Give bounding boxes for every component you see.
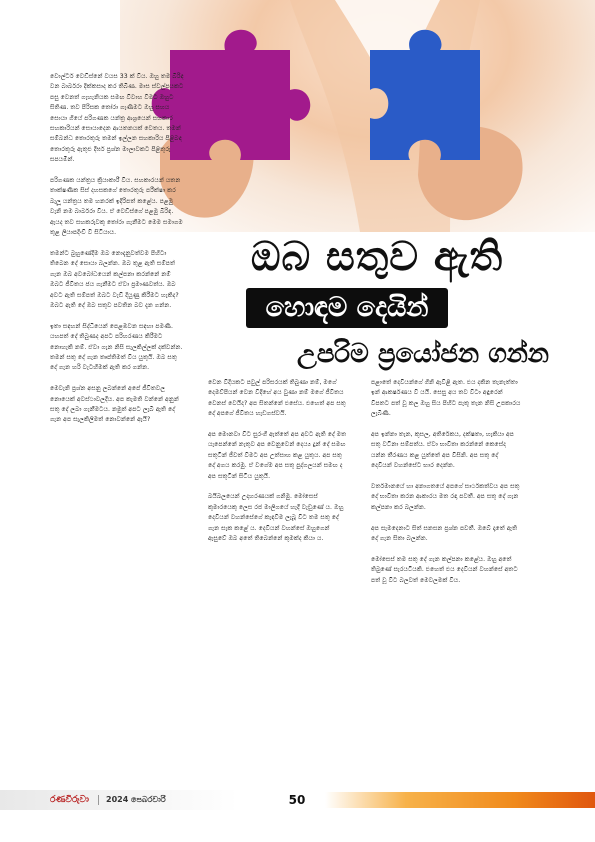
article-column-3: පළාතේ දෙවියන්ගේ ගිනි ඇවිළී ඇත. එය දකින තැනැත්තා ඉන් ආකර්ෂණය වී යයි. සෙසු අය තව විටා අඳුරෙන් විපතට පත් වූ කල ඔහු සිය පිහිට පැතූ තැන නිසි උපකාරය ලැබිණි. අප ඉන්නා තැන, කුසල, අතිරේකය, දක්ෂතා, හැකියා අප සතු වටිනා සම්පත්ය. ඒවා භාවිතා කරන්නේ කෙසේද යන්න තීරණය කළ යුත්තේ අප විසිනි. අප සතු දේ දෙවියන් වහන්සේට භාර දෙන්න. වර්තමානයේ හා අනාගතයේ අපගේ සාර්ථකත්වය අප සතු දේ භාවිතා කරන ආකාරය මත රඳා පවතී. අප සතු දේ ගැන කල්පනා කර බලන්න. අප සැමදෙනාට සිත් සනසන ප්‍රශ්න පවතී. ඔබේ දෑතේ ඇති දේ ගැන සිතා බලන්න. මෝසෙස් තම සතු දේ ගැන කල්පනා කළේය. ඔහු අතේ තිබුණේ සැරයටියකි. එහෙත් එය දෙවියන් වහන්සේ අතට පත් වූ විට බලවත් මෙවලමක් විය. — [371, 379, 521, 584]
headline-line-1: ඔබ සතුව ඇති — [250, 233, 504, 280]
headline-line-2: හොඳම දෙයින් — [265, 292, 429, 323]
headline-line-2-banner — [246, 288, 448, 328]
puzzle-hands-illustration — [120, 0, 595, 232]
hero-photo — [120, 0, 595, 232]
issue-date: 2024 පෙබරවාරි — [106, 795, 166, 804]
footer-orange-stripe — [325, 792, 595, 808]
footer-divider — [98, 795, 99, 805]
magazine-name: රණවිරුවා — [50, 795, 89, 805]
page-number: 50 — [288, 793, 306, 807]
headline-line-3: උපරිම ප්‍රයෝජන ගන්න — [296, 339, 550, 369]
article-column-1: වොල්ටර් වෙඩිස්නේ වයස 33 ක් විය. ඔහු තම බිරිඳ වන බාර්බරා දික්කසාද කර තිබිණ. මාස ස්වල්පයකට පසු වෙනත් ගැහැනියක සමඟ විවාහ වීමට ඔහුට සිතිණ. තව පිරිසක තෝරා ගැණීමට ඔහු සහය සොයා ගියේ පරිගණක යන්ත්‍ර ආශ්‍රයෙන් සහකාර සහකාරියන් සොයාදෙන ආයතනයක් වෙතය. තමන් සම්බන්ධ තොරතුරු තමන් ඉල්ලන සහකාරිය පිළිබඳ තොරතුරු ඇතුළු දීර්ඝ ප්‍රශ්න මාලාවකට පිළිතුරු සපයමින්. පරිගණක යන්ත්‍රය ක්‍රියාකාරී විය. සහකාරයන් යතන තාක්ෂණික සිස් දහසකගේ තොරතුරු පරීක්ෂා කර බැලූ යන්ත්‍රය තම හනරක් ඉදිරිපත් කළේය. පළමු වැනි නම බාර්බරා විය. ඒ වෙඩිස්ගේ පළමු බිරිඳ. ඇයද තව සහකරුවකු තෝරා ගැනීමට මෙම සමාගම තුළ ලියාපදිංචි වී සිටියාය. තමන්ට බුහුණේදීම ඔබ නොදැනුවත්වම පිහිටා තිබෙන දේ සොයා බලන්න. ඔබ තුළ ඇති සම්පත් ගැන ඔබ අවබෝධයෙන් කල්පනා කරන්නේ නම් ඔබට ජීවිතය ජය ගැනීමට ඒවා ප්‍රමාණවත්ය. ඔබ අවට ඇති සම්පත් ඔබට වැඩි දියුණු කිරීමට හැකිද? ඔබට ඇති දේ ඔබ සතුව පවතින බව දැන ගන්න. ඉතා සඳහන් සිද්ධියෙන් පෙළඹවන සඳහා පමණි. යහපත් දේ තිබුණද අපට පරිහරණය කිරීමට නොහැකි නම්. ඒවා ගැන නිසි සැලකිල්ලක් දක්වන්න. තමන් සතු දේ ගැන තෘප්තිමත් විය යුතුයි. ඔබ සතු දේ ගැන හරි වැටහීමක් ඇති කර ගන්න. මෙවැනි ප්‍රශ්න අසනු ලබන්නේ අපේ ජීවිතවල නොයෙක් අවස්ථාවලදීය. අප කැමති වන්නේ අනුන් සතු දේ ලබා ගැනීමටය. නමුත් අපට ලැබී ඇති දේ ගැන අප සැලකිලිමත් නොවන්නේ ඇයි? — [50, 73, 184, 424]
article-column-2: වෙන විදියකට පවුල් පරිසරයක් තිබුණා නම්, මගේ දෙමව්පියන් වෙන විදිහේ අය වුණා නම් මගේ ජීවිතය වෙනස් වෙයිද? අප සිතන්නේ එසේය. එහෙත් අප සතු දේ අපගේ ජීවිතය හැඩගස්වයි. අප මොනවා විට සුරංගී ඇත්තේ අප අවට ඇති දේ මත යැපෙන්නේ නැතුව අප වෙනුවෙන් දෙය්‍ය දුන් දේ සමඟ සතුටින් ජීවත් වීමට අප උත්සාහ කළ යුතුය. අප සතු දේ අගය කරමු. ඒ වගේම අප සතු පුද්ගලයන් සමඟ ද අප සතුටින් සිටිය යුතුයි. බයිබලයෙන් උදාහරණයක් ගනිමු. මෝසෙස් කුමාරයෙකු ලෙස රජ මාලිගයේ හැදී වැඩුණේ ය. ඔහු දෙවියන් වහන්සේගේ කැඳවීම ලැබූ විට තම සතු දේ ගැන සැක කළේ ය. දෙවියන් වහන්සේ ඔහුගෙන් ඇසුවේ ඔබ අතේ තිබෙන්නේ කුමක්ද කියා ය. — [208, 379, 347, 543]
